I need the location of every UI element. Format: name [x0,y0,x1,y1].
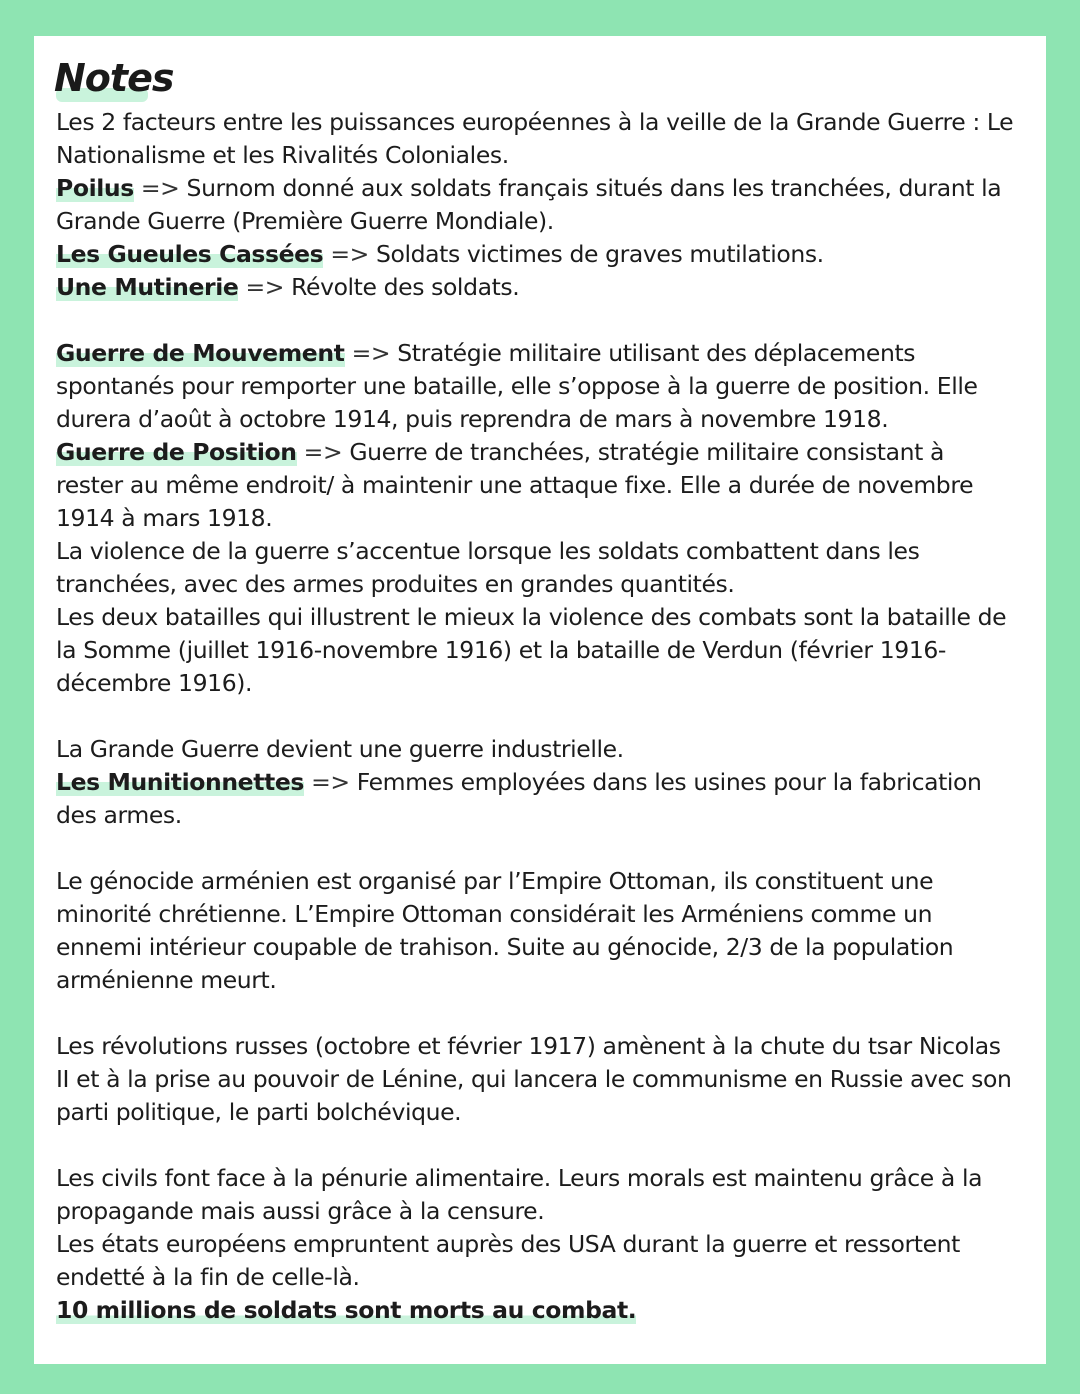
arrow-glyph: => [351,339,391,367]
definition-term: Guerre de Position [56,438,297,466]
arrow-glyph: => [330,240,369,268]
arrow-glyph: => [303,438,343,466]
revolutions-paragraph: Les révolutions russes (octobre et février 1917) amènent à la chute du tsar Nicolas II et à la prise au pouvoir de Lénine, qui lancera le communisme en Russie avec son parti politique, le parti bolchévique. [56,1032,1012,1126]
intro-paragraph: Les 2 facteurs entre les puissances européennes à la veille de la Grande Guerre : Le Nationalisme et les Rivalités Coloniales. [56,108,1014,169]
industrial-paragraph: La Grande Guerre devient une guerre industrielle. [56,735,624,763]
usa-paragraph: Les états européens empruntent auprès des USA durant la guerre et ressortent endetté à la fin de celle-là. [56,1230,960,1291]
frame-bottom [0,1364,1080,1394]
notes-page [34,36,1046,1364]
frame-left [0,0,34,1394]
definition-guerre-mouvement [56,337,1016,436]
definition-text: Guerre de tranchées, stratégie militaire consistant à rester au même endroit/ à maintenir une attaque fixe. Elle a durée de novembre 1914 à mars 1918. [56,438,974,532]
definition-term: Poilus [56,174,134,202]
page-title: Notes [54,56,174,100]
definition-text: Révolte des soldats. [291,273,520,301]
arrow-glyph: => [245,273,285,301]
battles-paragraph: Les deux batailles qui illustrent le mieux la violence des combats sont la bataille de la Somme (juillet 1916-novembre 1916) et la bataille de Verdun (février 1916-décembre 1916). [56,603,1007,697]
definition-text: Stratégie militaire utilisant des déplacements spontanés pour remporter une bataille, elle s’oppose à la guerre de position. Elle durera d’août à octobre 1914, puis reprendra de mars à novembre 1918. [56,339,978,433]
frame-right [1046,0,1080,1394]
definition-text: Surnom donné aux soldats français situés dans les tranchées, durant la Grande Guerre (Première Guerre Mondiale). [56,174,1002,235]
arrow-glyph: => [311,768,350,796]
definition-term: Une Mutinerie [56,273,239,301]
conclusion-paragraph [56,1294,1016,1327]
definition-gueules-cassees [56,238,1016,271]
civils-paragraph: Les civils font face à la pénurie alimentaire. Leurs morals est maintenu grâce à la propagande mais aussi grâce à la censure. [56,1164,983,1225]
arrow-glyph: => [140,174,180,202]
definition-mutinerie [56,271,1016,304]
definition-term: Les Munitionnettes [56,768,305,796]
conclusion-text: 10 millions de soldats sont morts au combat. [56,1296,637,1324]
notes-content [56,106,1016,1327]
definition-text: Femmes employées dans les usines pour la fabrication des armes. [56,768,982,829]
definition-term: Les Gueules Cassées [56,240,324,268]
definition-text: Soldats victimes de graves mutilations. [376,240,824,268]
violence-paragraph: La violence de la guerre s’accentue lorsque les soldats combattent dans les tranchées, avec des armes produites en grandes quantités. [56,537,920,598]
frame-top [0,0,1080,36]
definition-munitionnettes [56,766,1016,832]
definition-poilus [56,172,1016,238]
genocide-paragraph: Le génocide arménien est organisé par l’Empire Ottoman, ils constituent une minorité chrétienne. L’Empire Ottoman considérait les Arméniens comme un ennemi intérieur coupable de trahison. Suite au génocide, 2/3 de la population arménienne meurt. [56,867,954,994]
definition-guerre-position [56,436,1016,535]
definition-term: Guerre de Mouvement [56,339,345,367]
